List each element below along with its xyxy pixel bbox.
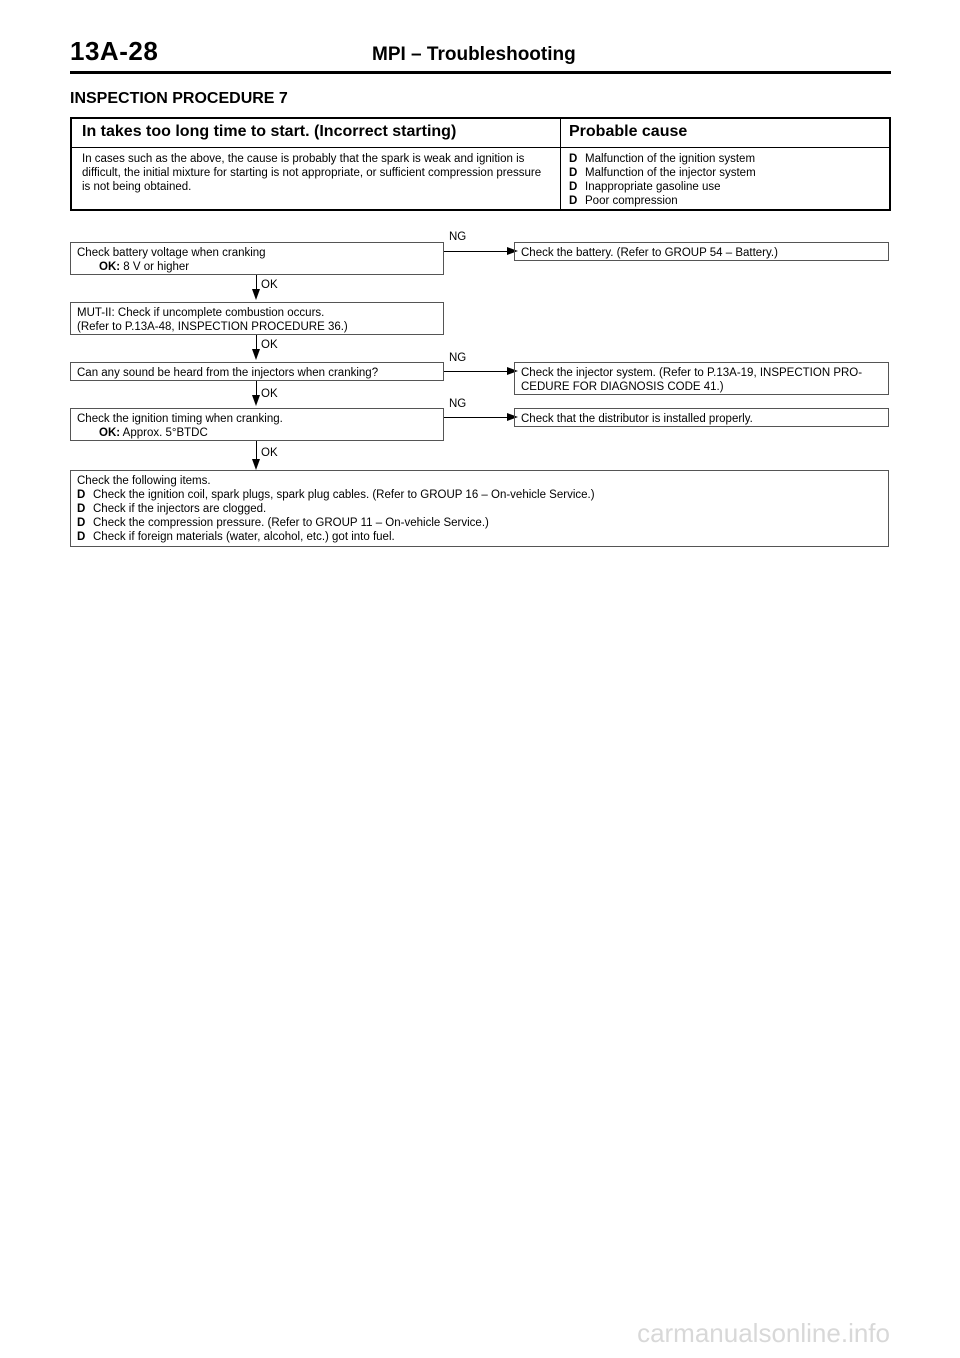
final-check-item: [77, 502, 882, 516]
cause-text: Inappropriate gasoline use: [585, 181, 721, 193]
ok-label: OK: [261, 339, 278, 351]
flow-step-battery-voltage: [70, 242, 444, 275]
watermark: carmanualsonline.info: [637, 1318, 890, 1348]
header-rule: [70, 71, 891, 74]
cause-text: Malfunction of the injector system: [585, 167, 756, 179]
final-check-item: [77, 488, 882, 502]
symptom-description: In cases such as the above, the cause is probably that the spark is weak and ignition is difficult, the initial mixture for starting is not appropriate, or sufficient compression pressure is not being obtained.: [82, 153, 542, 193]
final-check-item: [77, 516, 882, 530]
bullet: D: [569, 181, 578, 193]
probable-cause-heading: Probable cause: [569, 123, 688, 140]
ng-label: NG: [449, 398, 467, 410]
ng-label: NG: [449, 352, 467, 364]
step-text: (Refer to P.13A-48, INSPECTION PROCEDURE 36.): [77, 321, 348, 333]
ng-connector: [444, 417, 508, 418]
ng-label: NG: [449, 231, 467, 243]
bullet: D: [569, 153, 578, 165]
cause-item: [569, 194, 756, 208]
flow-result-distributor: [514, 408, 889, 427]
flow-final-checks: [70, 470, 889, 547]
result-text: Check the injector system. (Refer to P.13A-19, INSPECTION PRO-: [521, 367, 863, 379]
arrow-down-icon: [252, 395, 260, 406]
bullet: D: [77, 531, 86, 543]
cause-item: [569, 180, 756, 194]
final-check-text: Check the ignition coil, spark plugs, spark plug cables. (Refer to GROUP 16 – On-vehicle Service.): [93, 489, 595, 501]
bullet: D: [77, 489, 86, 501]
flow-step-injector-sound: [70, 362, 444, 381]
flow-step-mut-ii-combustion: [70, 302, 444, 335]
procedure-title: INSPECTION PROCEDURE 7: [70, 90, 288, 107]
cause-text: Malfunction of the ignition system: [585, 153, 756, 165]
bullet: D: [569, 195, 578, 207]
section-title: MPI – Troubleshooting: [372, 44, 576, 65]
cause-table-divider: [560, 119, 561, 209]
flow-result-battery: [514, 242, 889, 261]
final-check-heading: Check the following items.: [77, 475, 211, 487]
arrow-down-icon: [252, 459, 260, 470]
bullet: D: [569, 167, 578, 179]
step-text: MUT-II: Check if uncomplete combustion occurs.: [77, 307, 325, 319]
cause-text: Poor compression: [585, 195, 678, 207]
step-text: Check battery voltage when cranking: [77, 247, 266, 259]
final-check-item: [77, 530, 882, 544]
final-check-text: Check if the injectors are clogged.: [93, 503, 267, 515]
probable-cause-list: [569, 152, 756, 208]
final-check-text: Check if foreign materials (water, alcohol, etc.) got into fuel.: [93, 531, 395, 543]
ng-connector: [444, 371, 508, 372]
flow-step-ignition-timing: [70, 408, 444, 441]
bullet: D: [77, 517, 86, 529]
ok-criteria-key: OK:: [99, 261, 121, 273]
symptom-heading: In takes too long time to start. (Incorrect starting): [82, 123, 457, 140]
cause-table: [70, 117, 891, 211]
ok-label: OK: [261, 279, 278, 291]
arrow-down-icon: [252, 289, 260, 300]
result-text: Check the battery. (Refer to GROUP 54 – Battery.): [521, 247, 778, 259]
page-number: 13A-28: [70, 36, 159, 66]
flow-result-injector-system: [514, 362, 889, 395]
step-text: Can any sound be heard from the injectors when cranking?: [77, 367, 379, 379]
ng-connector: [444, 251, 508, 252]
result-text: CEDURE FOR DIAGNOSIS CODE 41.): [521, 381, 724, 393]
ok-criteria-value: Approx. 5°BTDC: [122, 427, 208, 439]
result-text: Check that the distributor is installed properly.: [521, 413, 753, 425]
cause-item: [569, 152, 756, 166]
final-check-text: Check the compression pressure. (Refer to GROUP 11 – On-vehicle Service.): [93, 517, 489, 529]
cause-item: [569, 166, 756, 180]
ok-criteria-key: OK:: [99, 427, 121, 439]
ok-label: OK: [261, 388, 278, 400]
arrow-down-icon: [252, 349, 260, 360]
step-text: Check the ignition timing when cranking.: [77, 413, 283, 425]
ok-criteria-value: 8 V or higher: [123, 261, 190, 273]
ok-label: OK: [261, 447, 278, 459]
bullet: D: [77, 503, 86, 515]
